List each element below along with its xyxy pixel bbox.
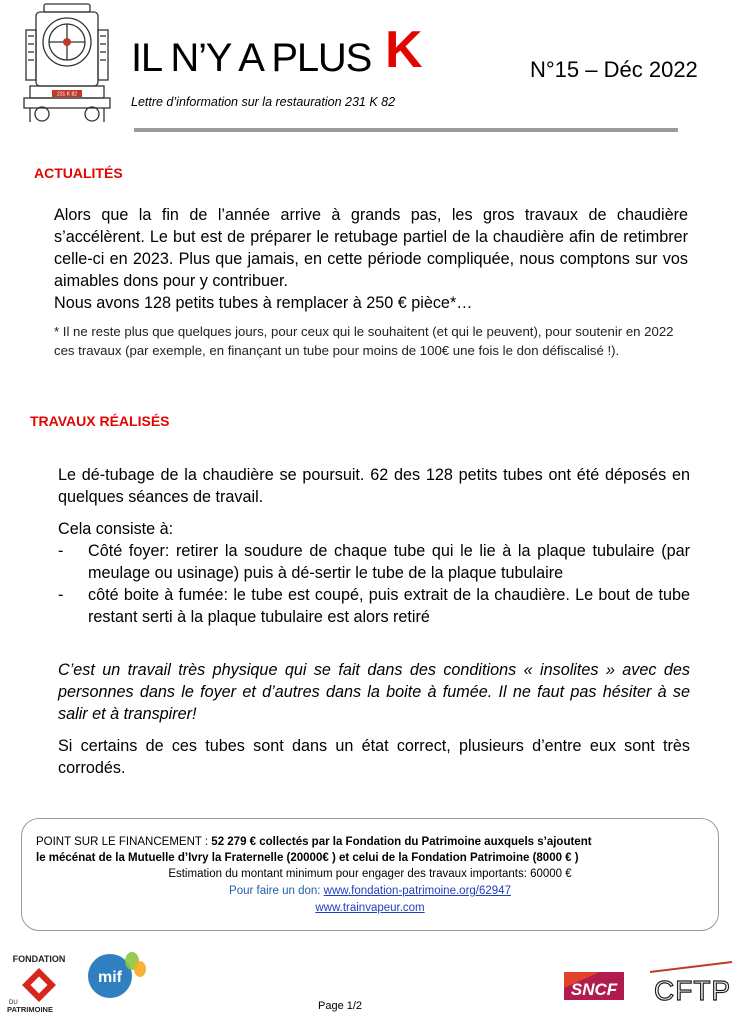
locomotive-illustration [22,2,112,124]
newsletter-title [131,21,422,80]
fdp-line1: FONDATION [12,954,66,964]
funding-line-4 [21,883,719,899]
funding-line-2: le mécénat de la Mutuelle d’Ivry la Fraternelle (20000€ ) et celui de la Fondation Patrimoine (8000 € ) [36,852,579,864]
funding-amount: 52 279 € collectés par la Fondation du Patrimoine auxquels s’ajoutent [211,836,592,848]
mif-text: mif [98,969,122,986]
actualites-text-last: Nous avons 128 petits tubes à remplacer à 250 € pièce*… [54,294,473,312]
sncf-text: SNCF [570,980,618,999]
list-item-text: Côté foyer: retirer la soudure de chaque tube qui le lie à la plaque tubulaire (par meulage ou usinage) puis à dé-sertir le tube de la plaque tubulaire [88,542,690,582]
cftp-logo [646,958,736,1008]
travaux-list [58,540,690,628]
travaux-heading: TRAVAUX RÉALISÉS [30,413,170,429]
sncf-logo [560,968,628,1004]
plate-text: 231 K 82 [56,91,78,98]
donation-prefix: Pour faire un don: [229,885,324,897]
list-item-text: côté boite à fumée: le tube est coupé, puis extrait de la chaudière. Le bout de tube restant serti à la plaque tubulaire est alors retiré [88,586,690,626]
actualites-heading: ACTUALITÉS [34,165,123,181]
funding-line-3: Estimation du montant minimum pour engager des travaux importants: 60000 € [168,868,572,880]
list-dash: - [58,542,64,560]
actualites-body [54,204,688,314]
actualites-footnote: * Il ne reste plus que quelques jours, pour ceux qui le souhaitent (et qui le peuvent), pour soutenir en 2022 ces travaux (par exemple, en finançant un tube pour moins de 100€ une fois le don défiscalisé !). [54,324,674,358]
title-main: IL N’Y A PLUS [131,36,382,80]
fondation-patrimoine-logo [5,952,75,1014]
cftp-text: CFTP [654,975,732,1006]
list-item [58,540,690,584]
list-item [58,584,690,628]
fdp-line3: PATRIMOINE [7,1005,53,1014]
donation-link[interactable]: www.fondation-patrimoine.org/62947 [323,885,511,897]
list-dash: - [58,586,64,604]
actualites-text: Alors que la fin de l’année arrive à grands pas, les gros travaux de chaudière s’accélèrent. Le but est de préparer le retubage partiel de la chaudière afin de retimbrer celle-ci en 2023. Plus que jamais, en cette période compliquée, nous comptons sur vos aimables dons pour y contribuer. [54,206,688,290]
newsletter-subtitle: Lettre d’information sur la restauration 231 K 82 [131,95,396,109]
funding-line-1 [36,834,706,850]
page-number: Page 1/2 [318,1000,363,1012]
fdp-line2: DU [9,1000,18,1006]
funding-prefix: POINT SUR LE FINANCEMENT : [36,836,212,848]
travaux-intro: Le dé-tubage de la chaudière se poursuit. 62 des 128 petits tubes ont été déposés en quelques séances de travail. [58,466,690,506]
issue-number: N°15 – Déc 2022 [530,57,698,82]
mif-logo [82,945,152,1001]
funding-line-5 [21,900,719,916]
site-link[interactable]: www.trainvapeur.com [315,902,425,914]
title-accent: K [385,21,422,79]
travaux-italic-note: C’est un travail très physique qui se fait dans des conditions « insolites » avec des personnes dans le foyer et d’autres dans la boite à fumée. Il ne faut pas hésiter à se salir et à transpirer! [58,661,690,723]
travaux-consist: Cela consiste à: [58,520,174,538]
header-divider [134,128,678,132]
travaux-closing: Si certains de ces tubes sont dans un état correct, plusieurs d’entre eux sont très corrodés. [58,737,690,777]
